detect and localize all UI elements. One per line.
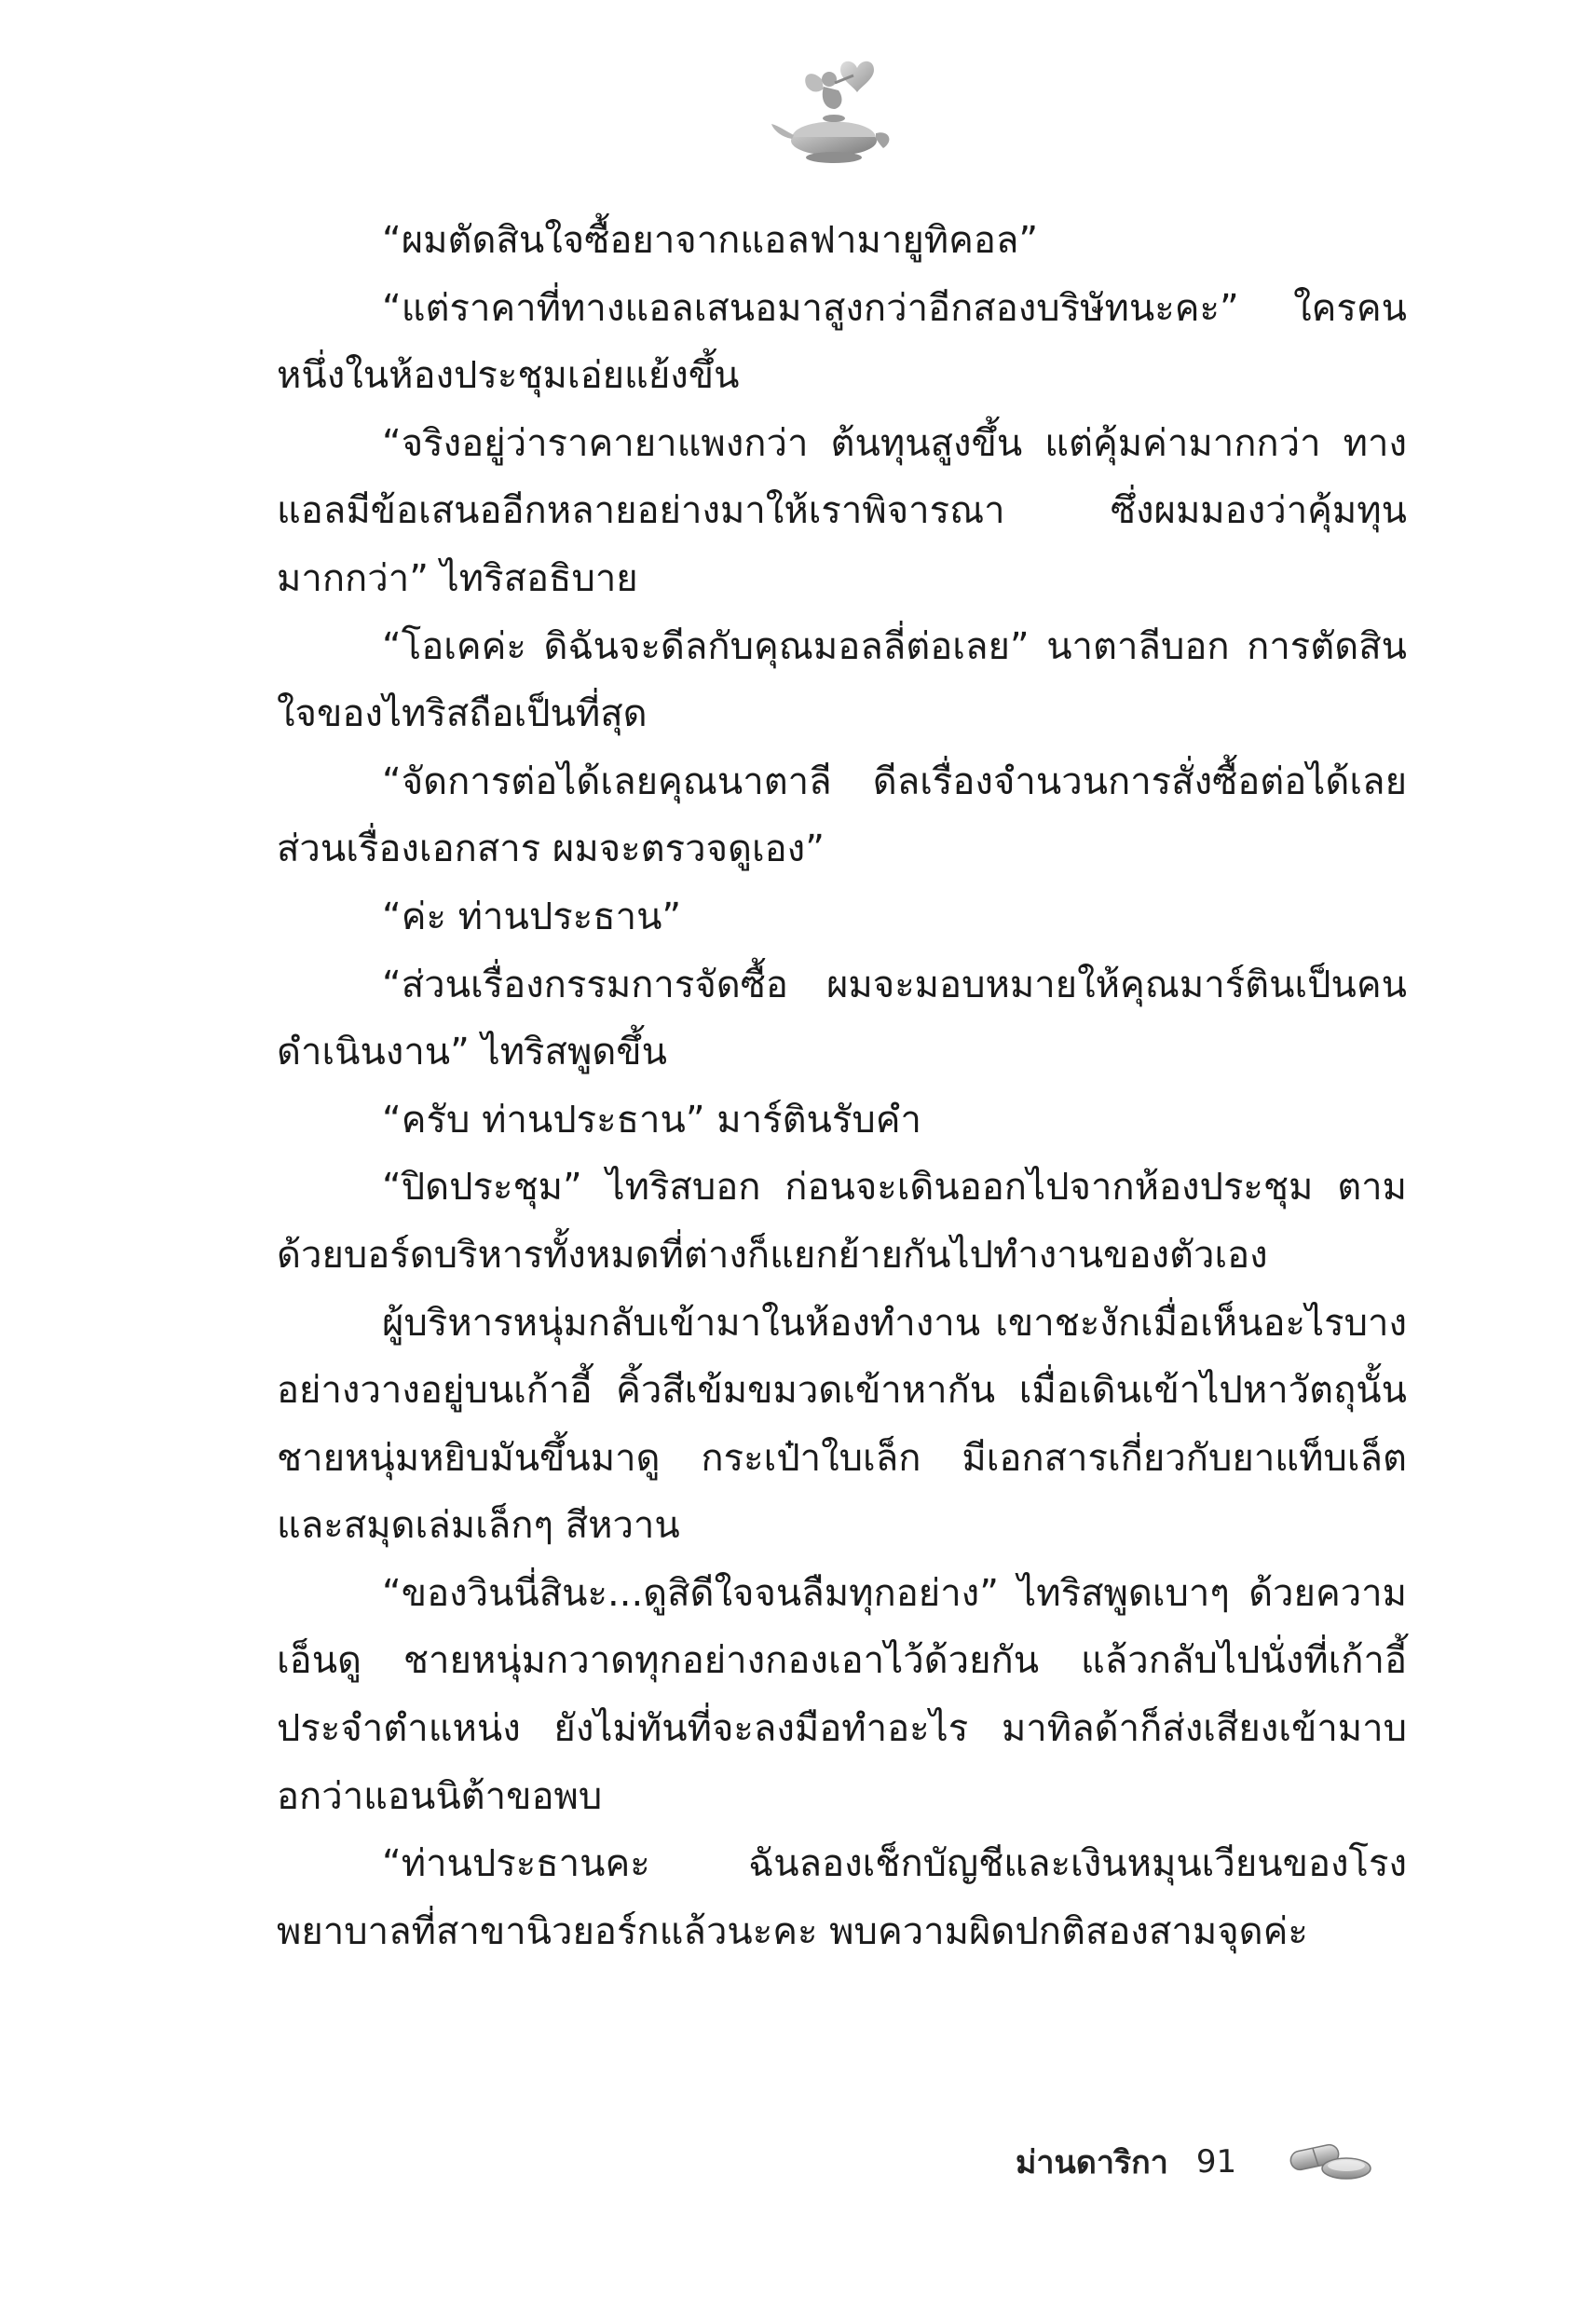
paragraph: “ของวินนี่สินะ...ดูสิดีใจจนลืมทุกอย่าง” ไทริสพูดเบาๆ ด้วยความเอ็นดู ชายหนุ่มกวาดทุกอย่างกองเอาไว้ด้วยกัน แล้วกลับไปนั่งที่เก้าอี้ประจำตำแหน่ง ยังไม่ทันที่จะลงมือทำอะไร มาทิลด้าก็ส่งเสียงเข้ามาบอกว่าแอนนิต้าขอพบ: [277, 1571, 1407, 1818]
paragraph: “ครับ ท่านประธาน” มาร์ตินรับคำ: [382, 1098, 921, 1142]
paragraph: “ค่ะ ท่านประธาน”: [382, 895, 682, 938]
pills-icon: [1283, 2139, 1376, 2185]
paragraph: “จริงอยู่ว่าราคายาแพงกว่า ต้นทุนสูงขึ้น แต่คุ้มค่ามากกว่า ทางแอลมีข้อเสนออีกหลายอย่างมาให้เราพิจารณา ซึ่งผมมองว่าคุ้มทุนมากกว่า” ไทริสอธิบาย: [277, 421, 1407, 600]
paragraph: “จัดการต่อได้เลยคุณนาตาลี ดีลเรื่องจำนวนการสั่งซื้อต่อได้เลย ส่วนเรื่องเอกสาร ผมจะตรวจดูเอง”: [277, 759, 1407, 871]
paragraph: ผู้บริหารหนุ่มกลับเข้ามาในห้องทำงาน เขาชะงักเมื่อเห็นอะไรบางอย่างวางอยู่บนเก้าอี้ คิ้วสีเข้มขมวดเข้าหากัน เมื่อเดินเข้าไปหาวัตถุนั้น ชายหนุ่มหยิบมันขึ้นมาดู กระเป๋าใบเล็ก มีเอกสารเกี่ยวกับยาแท็บเล็ต และสมุดเล่มเล็กๆ สีหวาน: [277, 1301, 1407, 1548]
book-title: ม่านดาริกา: [1016, 2144, 1168, 2181]
body-text: [277, 207, 1407, 1965]
cupid-lamp-ornament-icon: [764, 51, 904, 172]
paragraph: “ปิดประชุม” ไทริสบอก ก่อนจะเดินออกไปจากห้องประชุม ตามด้วยบอร์ดบริหารทั้งหมดที่ต่างก็แยกย้ายกันไปทำงานของตัวเอง: [277, 1166, 1407, 1277]
paragraph: “ผมตัดสินใจซื้อยาจากแอลฟามายูทิคอล”: [382, 219, 1039, 262]
paragraph: “ส่วนเรื่องกรรมการจัดซื้อ ผมจะมอบหมายให้คุณมาร์ตินเป็นคนดำเนินงาน” ไทริสพูดขึ้น: [277, 963, 1407, 1074]
page-number: 91: [1195, 2143, 1237, 2181]
paragraph: “โอเคค่ะ ดิฉันจะดีลกับคุณมอลลี่ต่อเลย” นาตาลีบอก การตัดสินใจของไทริสถือเป็นที่สุด: [277, 624, 1407, 736]
page-footer: [1016, 2134, 1376, 2190]
paragraph: “แต่ราคาที่ทางแอลเสนอมาสูงกว่าอีกสองบริษัทนะคะ” ใครคนหนึ่งในห้องประชุมเอ่ยแย้งขึ้น: [277, 286, 1407, 398]
paragraph: “ท่านประธานคะ ฉันลองเช็กบัญชีและเงินหมุนเวียนของโรงพยาบาลที่สาขานิวยอร์กแล้วนะคะ พบความผิดปกติสองสามจุดค่ะ: [277, 1842, 1407, 1953]
